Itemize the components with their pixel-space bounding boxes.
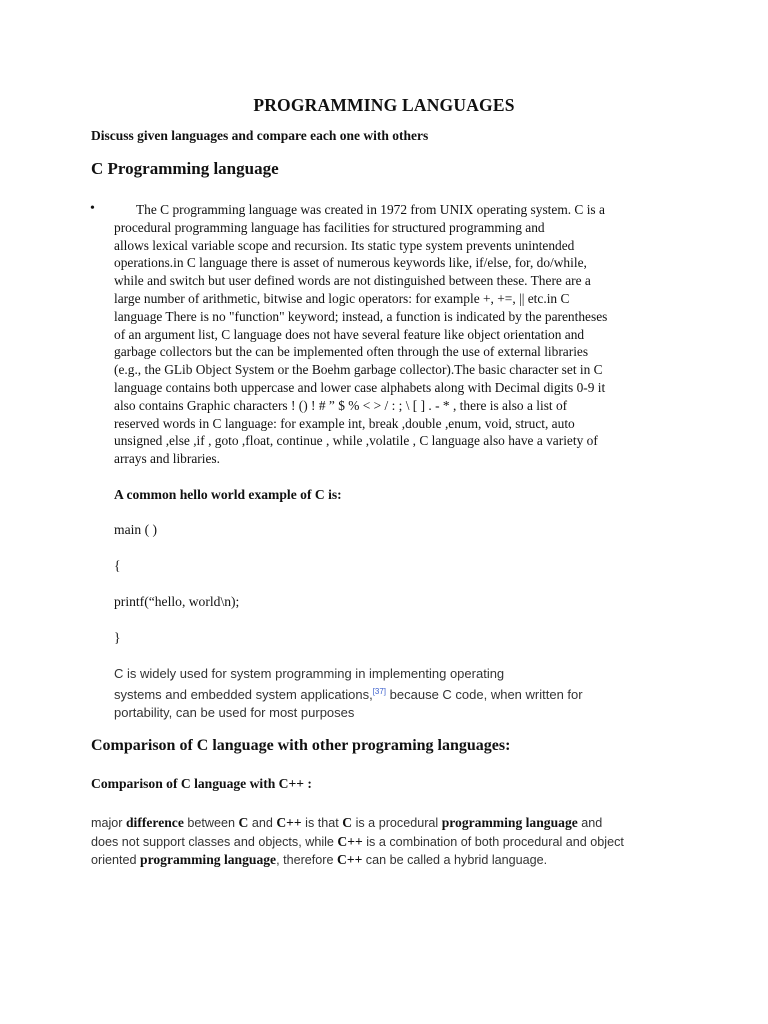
paragraph-line: unsigned ,else ,if , goto ,float, continue , while ,volatile , C language also have a variety of: [114, 433, 598, 449]
paragraph-line: language contains both uppercase and lower case alphabets along with Decimal digits 0-9 it: [114, 379, 606, 395]
paragraph-line: while and switch but user defined words are not distinguished between these. There are a: [114, 273, 591, 289]
difference-paragraph: [91, 814, 681, 870]
paragraph-line: The C programming language was created in 1972 from UNIX operating system. C is a: [136, 202, 605, 217]
comparison-heading: Comparison of C language with other programing languages:: [91, 737, 511, 754]
difference-line: does not support classes and objects, while C++ is a combination of both procedural and object: [91, 833, 624, 849]
code-line: main ( ): [114, 522, 158, 537]
paragraph-line: procedural programming language has facilities for structured programming and: [114, 219, 545, 235]
c-description-paragraph: [114, 201, 674, 468]
hello-world-heading: A common hello world example of C is:: [114, 487, 342, 502]
usage-line: portability, can be used for most purposes: [114, 705, 355, 720]
usage-line: C is widely used for system programming in implementing operating: [114, 666, 505, 681]
c-usage-paragraph: [114, 665, 674, 722]
paragraph-line: language There is no "function" keyword; instead, a function is indicated by the parentheses: [114, 308, 608, 324]
paragraph-line: operations.in C language there is asset of numerous keywords like, if/else, for, do/while,: [114, 255, 587, 271]
paragraph-line: of an argument list, C language does not have several feature like object orientation and: [114, 326, 585, 342]
difference-line: major difference between C and C++ is that C is a procedural programming language and: [91, 815, 603, 830]
difference-line: oriented programming language, therefore C++ can be called a hybrid language.: [91, 852, 548, 867]
code-line: }: [114, 630, 121, 645]
code-line: printf(“hello, world\n);: [114, 594, 240, 609]
reference-link[interactable]: [37]: [372, 687, 387, 696]
paragraph-line: allows lexical variable scope and recursion. Its static type system prevents unintended: [114, 237, 575, 253]
page-title: PROGRAMMING LANGUAGES: [253, 95, 515, 115]
paragraph-line: (e.g., the GLib Object System or the Boehm garbage collector).The basic character set in C: [114, 362, 603, 378]
subtitle: Discuss given languages and compare each one with others: [91, 128, 429, 143]
paragraph-line: garbage collectors but the can be implemented often through the use of external libraries: [114, 344, 589, 360]
paragraph-line: also contains Graphic characters ! () ! # ” $ % < > / : ; \ [ ] . - * , there is also a list of: [114, 397, 568, 413]
bullet-marker: •: [90, 201, 95, 216]
code-line: {: [114, 558, 121, 573]
cpp-comparison-heading: Comparison of C language with C++ :: [91, 776, 312, 791]
c-section-heading: C Programming language: [91, 159, 279, 178]
paragraph-line: reserved words in C language: for example int, break ,double ,enum, void, struct, auto: [114, 415, 575, 431]
usage-line: systems and embedded system applications,[37] because C code, when written for: [114, 687, 583, 702]
paragraph-line: large number of arithmetic, bitwise and logic operators: for example +, +=, || etc.in C: [114, 290, 570, 306]
paragraph-line: arrays and libraries.: [114, 451, 220, 467]
